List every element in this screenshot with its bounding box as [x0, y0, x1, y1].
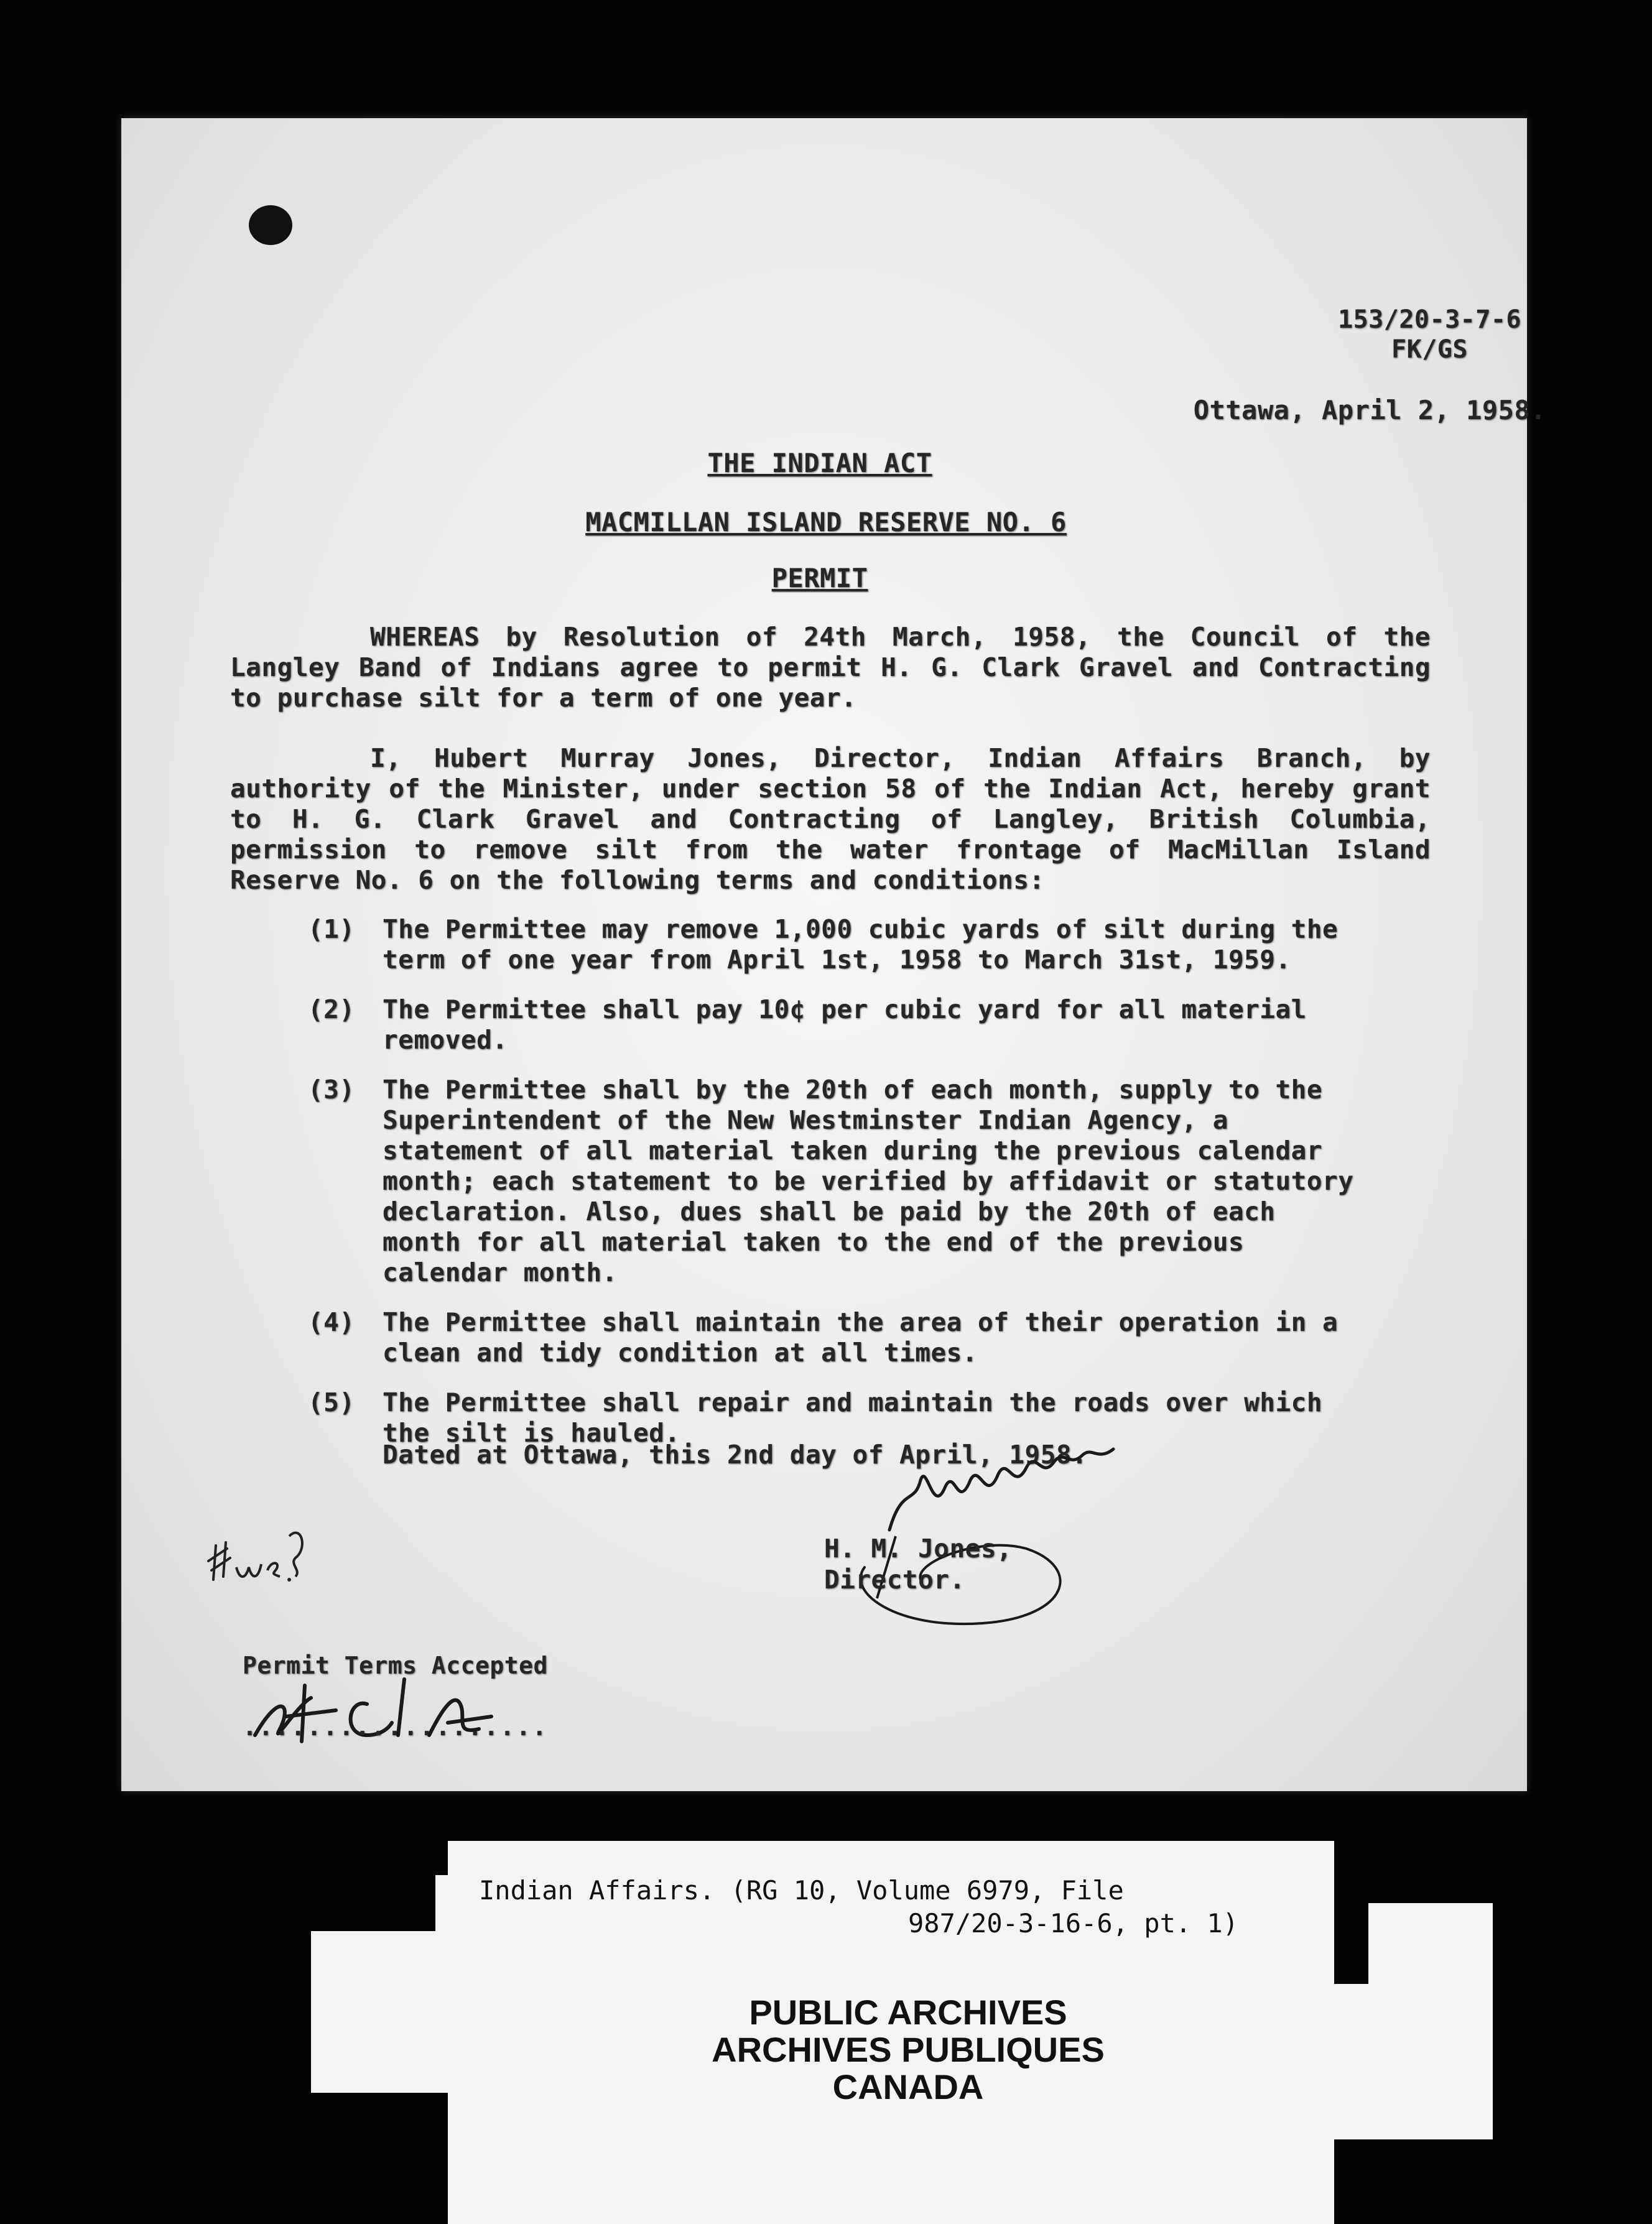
director-signature — [821, 1412, 1169, 1636]
act-heading: THE INDIAN ACT — [707, 448, 932, 478]
terms-list — [308, 914, 1365, 1468]
term-item — [308, 1075, 1365, 1288]
term-number: (2) — [308, 994, 355, 1024]
file-initials: FK/GS — [1391, 335, 1468, 364]
term-text: The Permittee may remove 1,000 cubic yards of silt during the term of one year from April 1st, 1958 to March 31st, 1959. — [383, 914, 1339, 975]
dated-line: Dated at Ottawa, this 2nd day of April, 1958. — [383, 1440, 1088, 1470]
signer-name: H. M. Jones, — [824, 1534, 1013, 1564]
term-text: The Permittee shall maintain the area of their operation in a clean and tidy condition at all times. — [383, 1307, 1339, 1368]
term-number: (4) — [308, 1307, 355, 1337]
term-text: The Permittee shall repair and maintain the roads over which the silt is hauled. — [383, 1388, 1323, 1448]
term-item — [308, 1307, 1365, 1368]
term-number: (5) — [308, 1388, 355, 1417]
acceptance-signature — [243, 1667, 566, 1754]
archive-label-notch — [311, 1875, 435, 1931]
term-number: (3) — [308, 1075, 355, 1105]
term-text: The Permittee shall by the 20th of each month, supply to the Superintendent of the New Westminster Indian Agency, a statement of all material taken during the previous calendar month; each statement to be verified by affidavit or statutory declaration. Also, dues shall be paid by the 20th of each month for all material taken to the end of the previous calendar month. — [383, 1075, 1354, 1287]
whereas-paragraph: WHEREAS by Resolution of 24th March, 1958, the Council of the Langley Band of Indians agree to permit H. G. Clark Gravel and Contracting to purchase silt for a term of one year. — [230, 622, 1431, 713]
permit-heading: PERMIT — [771, 563, 868, 593]
archive-institution-en: PUBLIC ARCHIVES — [749, 1993, 1067, 2032]
term-text: The Permittee shall pay 10¢ per cubic yard for all material removed. — [383, 994, 1307, 1055]
archive-reference-line-2: 987/20-3-16-6, pt. 1) — [908, 1908, 1239, 1939]
signer-block — [824, 1533, 1012, 1595]
file-number: 153/20-3-7-6 — [1338, 305, 1521, 334]
archive-reference-line-1: Indian Affairs. (RG 10, Volume 6979, File — [479, 1875, 1124, 1906]
archive-label-notch — [1331, 1903, 1368, 1984]
archive-institution-fr: ARCHIVES PUBLIQUES — [712, 2030, 1105, 2069]
punch-hole — [249, 205, 292, 245]
term-item — [308, 914, 1365, 975]
reserve-heading: MACMILLAN ISLAND RESERVE NO. 6 — [585, 507, 1067, 537]
file-reference — [1338, 305, 1521, 364]
acceptance-label: Permit Terms Accepted — [243, 1652, 548, 1679]
signer-title: Director. — [824, 1565, 965, 1595]
term-item — [308, 994, 1365, 1055]
grant-paragraph: I, Hubert Murray Jones, Director, Indian Affairs Branch, by authority of the Minister, under section 58 of the Indian Act, hereby grant to H. G. Clark Gravel and Contracting of Langley, British Columbia, permission to remove silt from the water frontage of MacMillan Island Reserve No. 6 on the following terms and conditions: — [230, 743, 1431, 895]
dateline: Ottawa, April 2, 1958. — [1193, 395, 1546, 425]
acceptance-signature-line: ................... — [243, 1713, 549, 1741]
term-number: (1) — [308, 914, 355, 944]
handwritten-margin-note — [202, 1511, 314, 1598]
archive-country: CANADA — [832, 2067, 984, 2106]
